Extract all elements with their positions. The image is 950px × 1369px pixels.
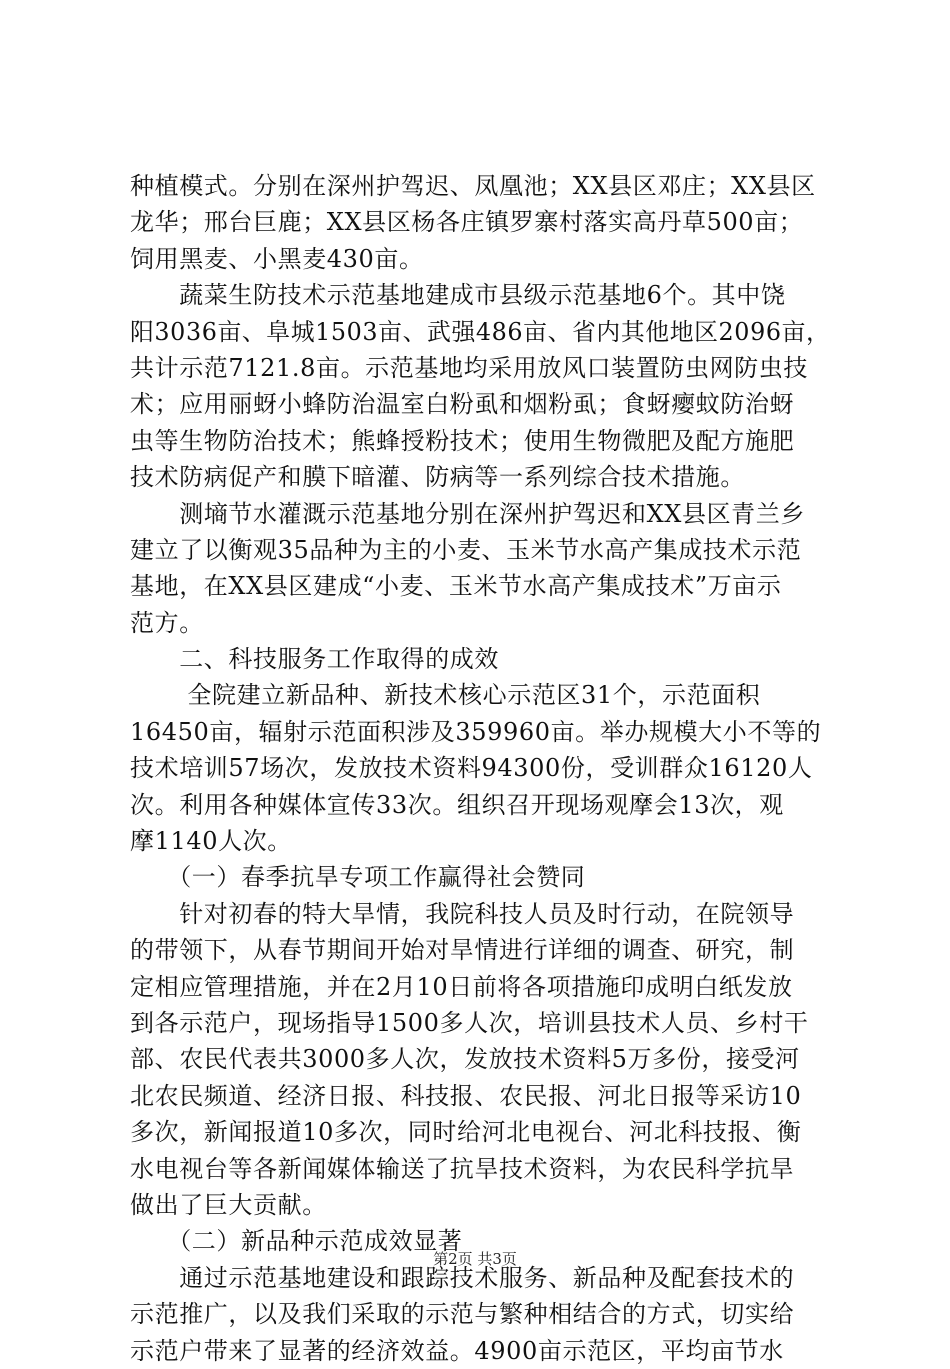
text-line: 定相应管理措施，并在2月10日前将各项措施印成明白纸发放 — [130, 972, 793, 1001]
text-line: 摩1140人次。 — [130, 827, 292, 856]
text-line: 示范推广，以及我们采取的示范与繁种相结合的方式，切实给 — [130, 1300, 795, 1329]
text-line: 部、农民代表共3000多人次，发放技术资料5万多份，接受河 — [130, 1045, 800, 1074]
text-line: 阳3036亩、阜城1503亩、武强486亩、省内其他地区2096亩， — [130, 317, 831, 346]
text-line: 北农民频道、经济日报、科技报、农民报、河北日报等采访10 — [130, 1081, 802, 1110]
text-line: 多次，新闻报道10多次，同时给河北电视台、河北科技报、衡 — [130, 1118, 802, 1147]
text-line: 测墒节水灌溉示范基地分别在深州护驾迟和XX县区青兰乡 — [130, 499, 805, 528]
text-line: （二）新品种示范成效显著 — [130, 1227, 463, 1256]
text-line: 示范户带来了显著的经济效益。4900亩示范区，平均亩节水 — [130, 1336, 784, 1365]
text-line: 二、科技服务工作取得的成效 — [130, 645, 499, 674]
page-footer: 第2页 共3页 — [433, 1250, 517, 1268]
text-line: 技术防病促产和膜下暗灌、防病等一系列综合技术措施。 — [130, 463, 745, 492]
text-line: 龙华；邢台巨鹿；XX县区杨各庄镇罗寨村落实高丹草500亩； — [130, 208, 804, 237]
text-line: 到各示范户，现场指导1500多人次，培训县技术人员、乡村干 — [130, 1008, 809, 1037]
text-line: 16450亩，辐射示范面积涉及359960亩。举办规模大小不等的 — [130, 717, 822, 746]
text-line: 全院建立新品种、新技术核心示范区31个，示范面积 — [130, 681, 761, 710]
text-line: 建立了以衡观35品种为主的小麦、玉米节水高产集成技术示范 — [130, 535, 802, 564]
text-line: 的带领下，从春节期间开始对旱情进行详细的调查、研究，制 — [130, 936, 795, 965]
text-line: 范方。 — [130, 608, 204, 637]
text-line: 虫等生物防治技术；熊蜂授粉技术；使用生物微肥及配方施肥 — [130, 426, 795, 455]
text-line: 蔬菜生防技术示范基地建成市县级示范基地6个。其中饶 — [130, 281, 786, 310]
text-line: 技术培训57场次，发放技术资料94300份，受训群众16120人 — [130, 754, 813, 783]
text-line: 水电视台等各新闻媒体输送了抗旱技术资料，为农民科学抗旱 — [130, 1154, 795, 1183]
text-line: （一）春季抗旱专项工作赢得社会赞同 — [130, 863, 586, 892]
text-line: 基地，在XX县区建成“小麦、玉米节水高产集成技术”万亩示 — [130, 572, 782, 601]
text-line: 针对初春的特大旱情，我院科技人员及时行动，在院领导 — [130, 899, 795, 928]
text-line: 通过示范基地建设和跟踪技术服务、新品种及配套技术的 — [130, 1263, 795, 1292]
text-line: 次。利用各种媒体宣传33次。组织召开现场观摩会13次，观 — [130, 790, 784, 819]
text-line: 饲用黑麦、小黑麦430亩。 — [130, 244, 424, 273]
document-body — [130, 168, 830, 1369]
text-line: 种植模式。分别在深州护驾迟、凤凰池；XX县区邓庄；XX县区 — [130, 172, 816, 200]
text-line: 术；应用丽蚜小蜂防治温室白粉虱和烟粉虱；食蚜瘿蚊防治蚜 — [130, 390, 795, 419]
text-line: 共计示范7121.8亩。示范基地均采用放风口装置防虫网防虫技 — [130, 353, 808, 382]
text-line: 做出了巨大贡献。 — [130, 1190, 327, 1219]
